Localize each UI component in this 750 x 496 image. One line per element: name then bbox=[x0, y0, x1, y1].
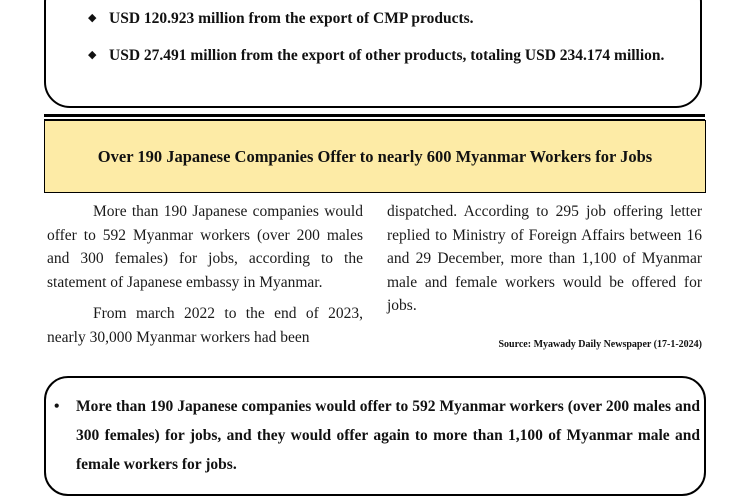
headline-banner bbox=[44, 120, 706, 193]
article-headline: Over 190 Japanese Companies Offer to nearly 600 Myanmar Workers for Jobs bbox=[97, 146, 653, 166]
article-paragraph-1: More than 190 Japanese companies would offer to 592 Myanmar workers (over 200 males and 300 females) for jobs, according to the statement of Japanese embassy in Myanmar. bbox=[47, 203, 363, 291]
diamond-bullet-icon: ◆ bbox=[88, 49, 97, 61]
diamond-bullet-icon: ◆ bbox=[88, 12, 97, 24]
export-bullet-2-text: USD 27.491 million from the export of other products, totaling USD 234.174 million. bbox=[109, 47, 665, 64]
divider-thick bbox=[44, 114, 705, 117]
source-citation: Source: Myawady Daily Newspaper (17-1-2024) bbox=[498, 339, 702, 350]
bullet-dot-icon: • bbox=[54, 398, 60, 415]
summary-bullet-text: More than 190 Japanese companies would offer to 592 Myanmar workers (over 200 males and 300 females) for jobs, and they would offer again to more than 1,100 of Myanmar male and female workers for jobs. bbox=[76, 398, 700, 473]
article-paragraph-continued: dispatched. According to 295 job offering letter replied to Ministry of Foreign Affairs between 16 and 29 December, more than 1,100 of Myanmar male and female workers would be offered for jobs. bbox=[387, 203, 702, 314]
article-column-left bbox=[47, 200, 363, 349]
article-column-right bbox=[387, 200, 702, 318]
export-bullet-1-text: USD 120.923 million from the export of CMP products. bbox=[109, 10, 474, 27]
article-paragraph-2: From march 2022 to the end of 2023, nearly 30,000 Myanmar workers had been bbox=[47, 305, 363, 346]
